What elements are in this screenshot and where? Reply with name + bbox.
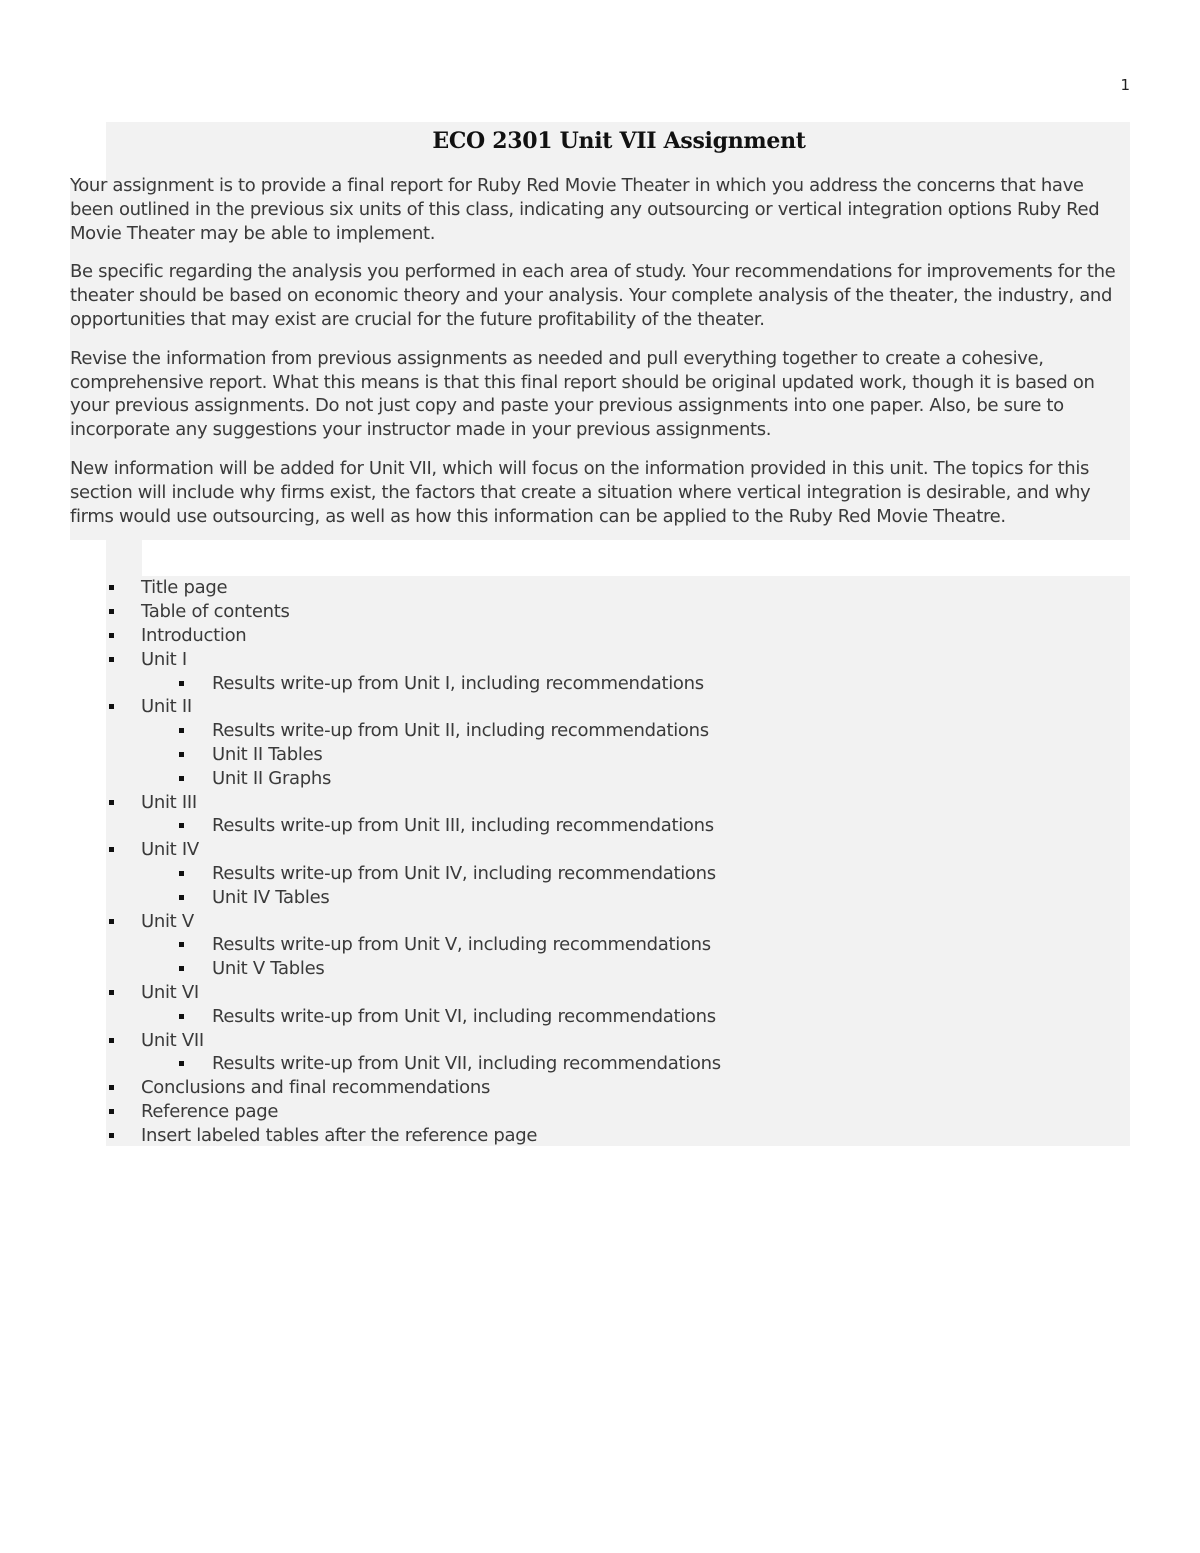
outline-sublist <box>141 1005 1132 1029</box>
outline-subitem-label: Unit V Tables <box>212 958 325 980</box>
outline-subitem <box>141 862 1132 886</box>
paragraph-new-info: New information will be added for Unit VII, which will focus on the information provided in this unit. The topics for this section will include why firms exist, the factors that create a situation where vertical integration is desirable, and why firms would use outsourcing, as well as how this information can be applied to the Ruby Red Movie Theatre. <box>70 457 1091 527</box>
outline-item-label: Unit VI <box>141 981 199 1003</box>
square-bullet-icon <box>109 990 114 995</box>
square-bullet-icon <box>179 942 184 947</box>
outline-subitem <box>141 933 1132 957</box>
outline-subitem-label: Results write-up from Unit II, including recommendations <box>212 720 709 742</box>
paragraph-specifics: Be specific regarding the analysis you performed in each area of study. Your recommendations for improvements for the theater should be based on economic theory and your analysis. Your complete analysis of the theater, the industry, and opportunities that may exist are crucial for the future profitability of the theater. <box>70 261 1116 330</box>
outline-item-label: Introduction <box>141 624 247 646</box>
outline-item-label: Unit II <box>141 696 192 718</box>
square-bullet-icon <box>179 728 184 733</box>
square-bullet-icon <box>109 657 114 662</box>
outline-item <box>70 1100 1132 1124</box>
outline-subitem-label: Unit II Tables <box>212 743 323 765</box>
outline-item <box>70 576 1132 600</box>
outline-item-label: Reference page <box>141 1100 279 1122</box>
outline-item-label: Unit VII <box>141 1029 204 1051</box>
outline-subitem <box>141 743 1132 767</box>
outline-subitem-label: Results write-up from Unit V, including recommendations <box>212 934 711 956</box>
outline-subitem <box>141 672 1132 696</box>
outline-subitem-label: Results write-up from Unit I, including recommendations <box>212 672 704 694</box>
outline-item-label: Unit III <box>141 791 197 813</box>
outline-sublist <box>141 719 1132 790</box>
square-bullet-icon <box>179 1061 184 1066</box>
outline-subitem <box>141 767 1132 791</box>
outline-item-label: Insert labeled tables after the reference page <box>141 1124 538 1146</box>
square-bullet-icon <box>179 895 184 900</box>
square-bullet-icon <box>179 966 184 971</box>
square-bullet-icon <box>179 823 184 828</box>
document-title: ECO 2301 Unit VII Assignment <box>432 128 806 154</box>
outline-item <box>70 648 1132 696</box>
outline-item-label: Unit I <box>141 648 187 670</box>
square-bullet-icon <box>179 871 184 876</box>
outline-subitem <box>141 1005 1132 1029</box>
outline-item-label: Unit IV <box>141 839 199 861</box>
outline-item <box>70 838 1132 909</box>
outline-subitem-label: Results write-up from Unit VII, including recommendations <box>212 1053 721 1075</box>
outline-item <box>70 1124 1132 1148</box>
square-bullet-icon <box>179 1014 184 1019</box>
outline-item <box>70 600 1132 624</box>
document-body <box>70 122 1132 1147</box>
outline-item <box>70 695 1132 790</box>
outline-sublist <box>141 1052 1132 1076</box>
square-bullet-icon <box>109 633 114 638</box>
outline-subitem <box>141 719 1132 743</box>
square-bullet-icon <box>179 752 184 757</box>
outline-item-label: Table of contents <box>141 601 290 623</box>
outline-subitem-label: Unit II Graphs <box>212 767 332 789</box>
paragraph-intro: Your assignment is to provide a final report for Ruby Red Movie Theater in which you address the concerns that have been outlined in the previous six units of this class, indicating any outsourcing or vertical integration options Ruby Red Movie Theater may be able to implement. <box>70 175 1100 244</box>
outline-item <box>70 1076 1132 1100</box>
outline-subitem-label: Results write-up from Unit VI, including recommendations <box>212 1005 716 1027</box>
outline-item <box>70 791 1132 839</box>
outline-subitem <box>141 957 1132 981</box>
outline-item-label: Unit V <box>141 910 194 932</box>
outline-sublist <box>141 814 1132 838</box>
outline-item <box>70 624 1132 648</box>
square-bullet-icon <box>109 800 114 805</box>
outline-subitem <box>141 814 1132 838</box>
square-bullet-icon <box>109 847 114 852</box>
page-number: 1 <box>1120 76 1130 94</box>
outline-item-label: Title page <box>141 577 228 599</box>
square-bullet-icon <box>109 585 114 590</box>
square-bullet-icon <box>179 776 184 781</box>
square-bullet-icon <box>109 919 114 924</box>
outline-subitem <box>141 886 1132 910</box>
outline-item-label: Conclusions and final recommendations <box>141 1077 491 1099</box>
square-bullet-icon <box>109 1133 114 1138</box>
square-bullet-icon <box>109 1109 114 1114</box>
outline-item <box>70 981 1132 1029</box>
outline-subitem <box>141 1052 1132 1076</box>
outline-item <box>70 910 1132 981</box>
report-outline-list <box>70 576 1132 1147</box>
outline-subitem-label: Unit IV Tables <box>212 886 330 908</box>
outline-sublist <box>141 933 1132 981</box>
square-bullet-icon <box>109 1085 114 1090</box>
square-bullet-icon <box>109 609 114 614</box>
outline-sublist <box>141 672 1132 696</box>
paragraph-revise: Revise the information from previous assignments as needed and pull everything together to create a cohesive, comprehensive report. What this means is that this final report should be original updated work, though it is based on your previous assignments. Do not just copy and paste your previous assignments into one paper. Also, be sure to incorporate any suggestions your instructor made in your previous assignments. <box>70 347 1095 441</box>
outline-sublist <box>141 862 1132 910</box>
outline-subitem-label: Results write-up from Unit IV, including recommendations <box>212 862 716 884</box>
square-bullet-icon <box>109 704 114 709</box>
square-bullet-icon <box>179 681 184 686</box>
square-bullet-icon <box>109 1038 114 1043</box>
outline-item <box>70 1029 1132 1077</box>
outline-subitem-label: Results write-up from Unit III, including recommendations <box>212 815 714 837</box>
